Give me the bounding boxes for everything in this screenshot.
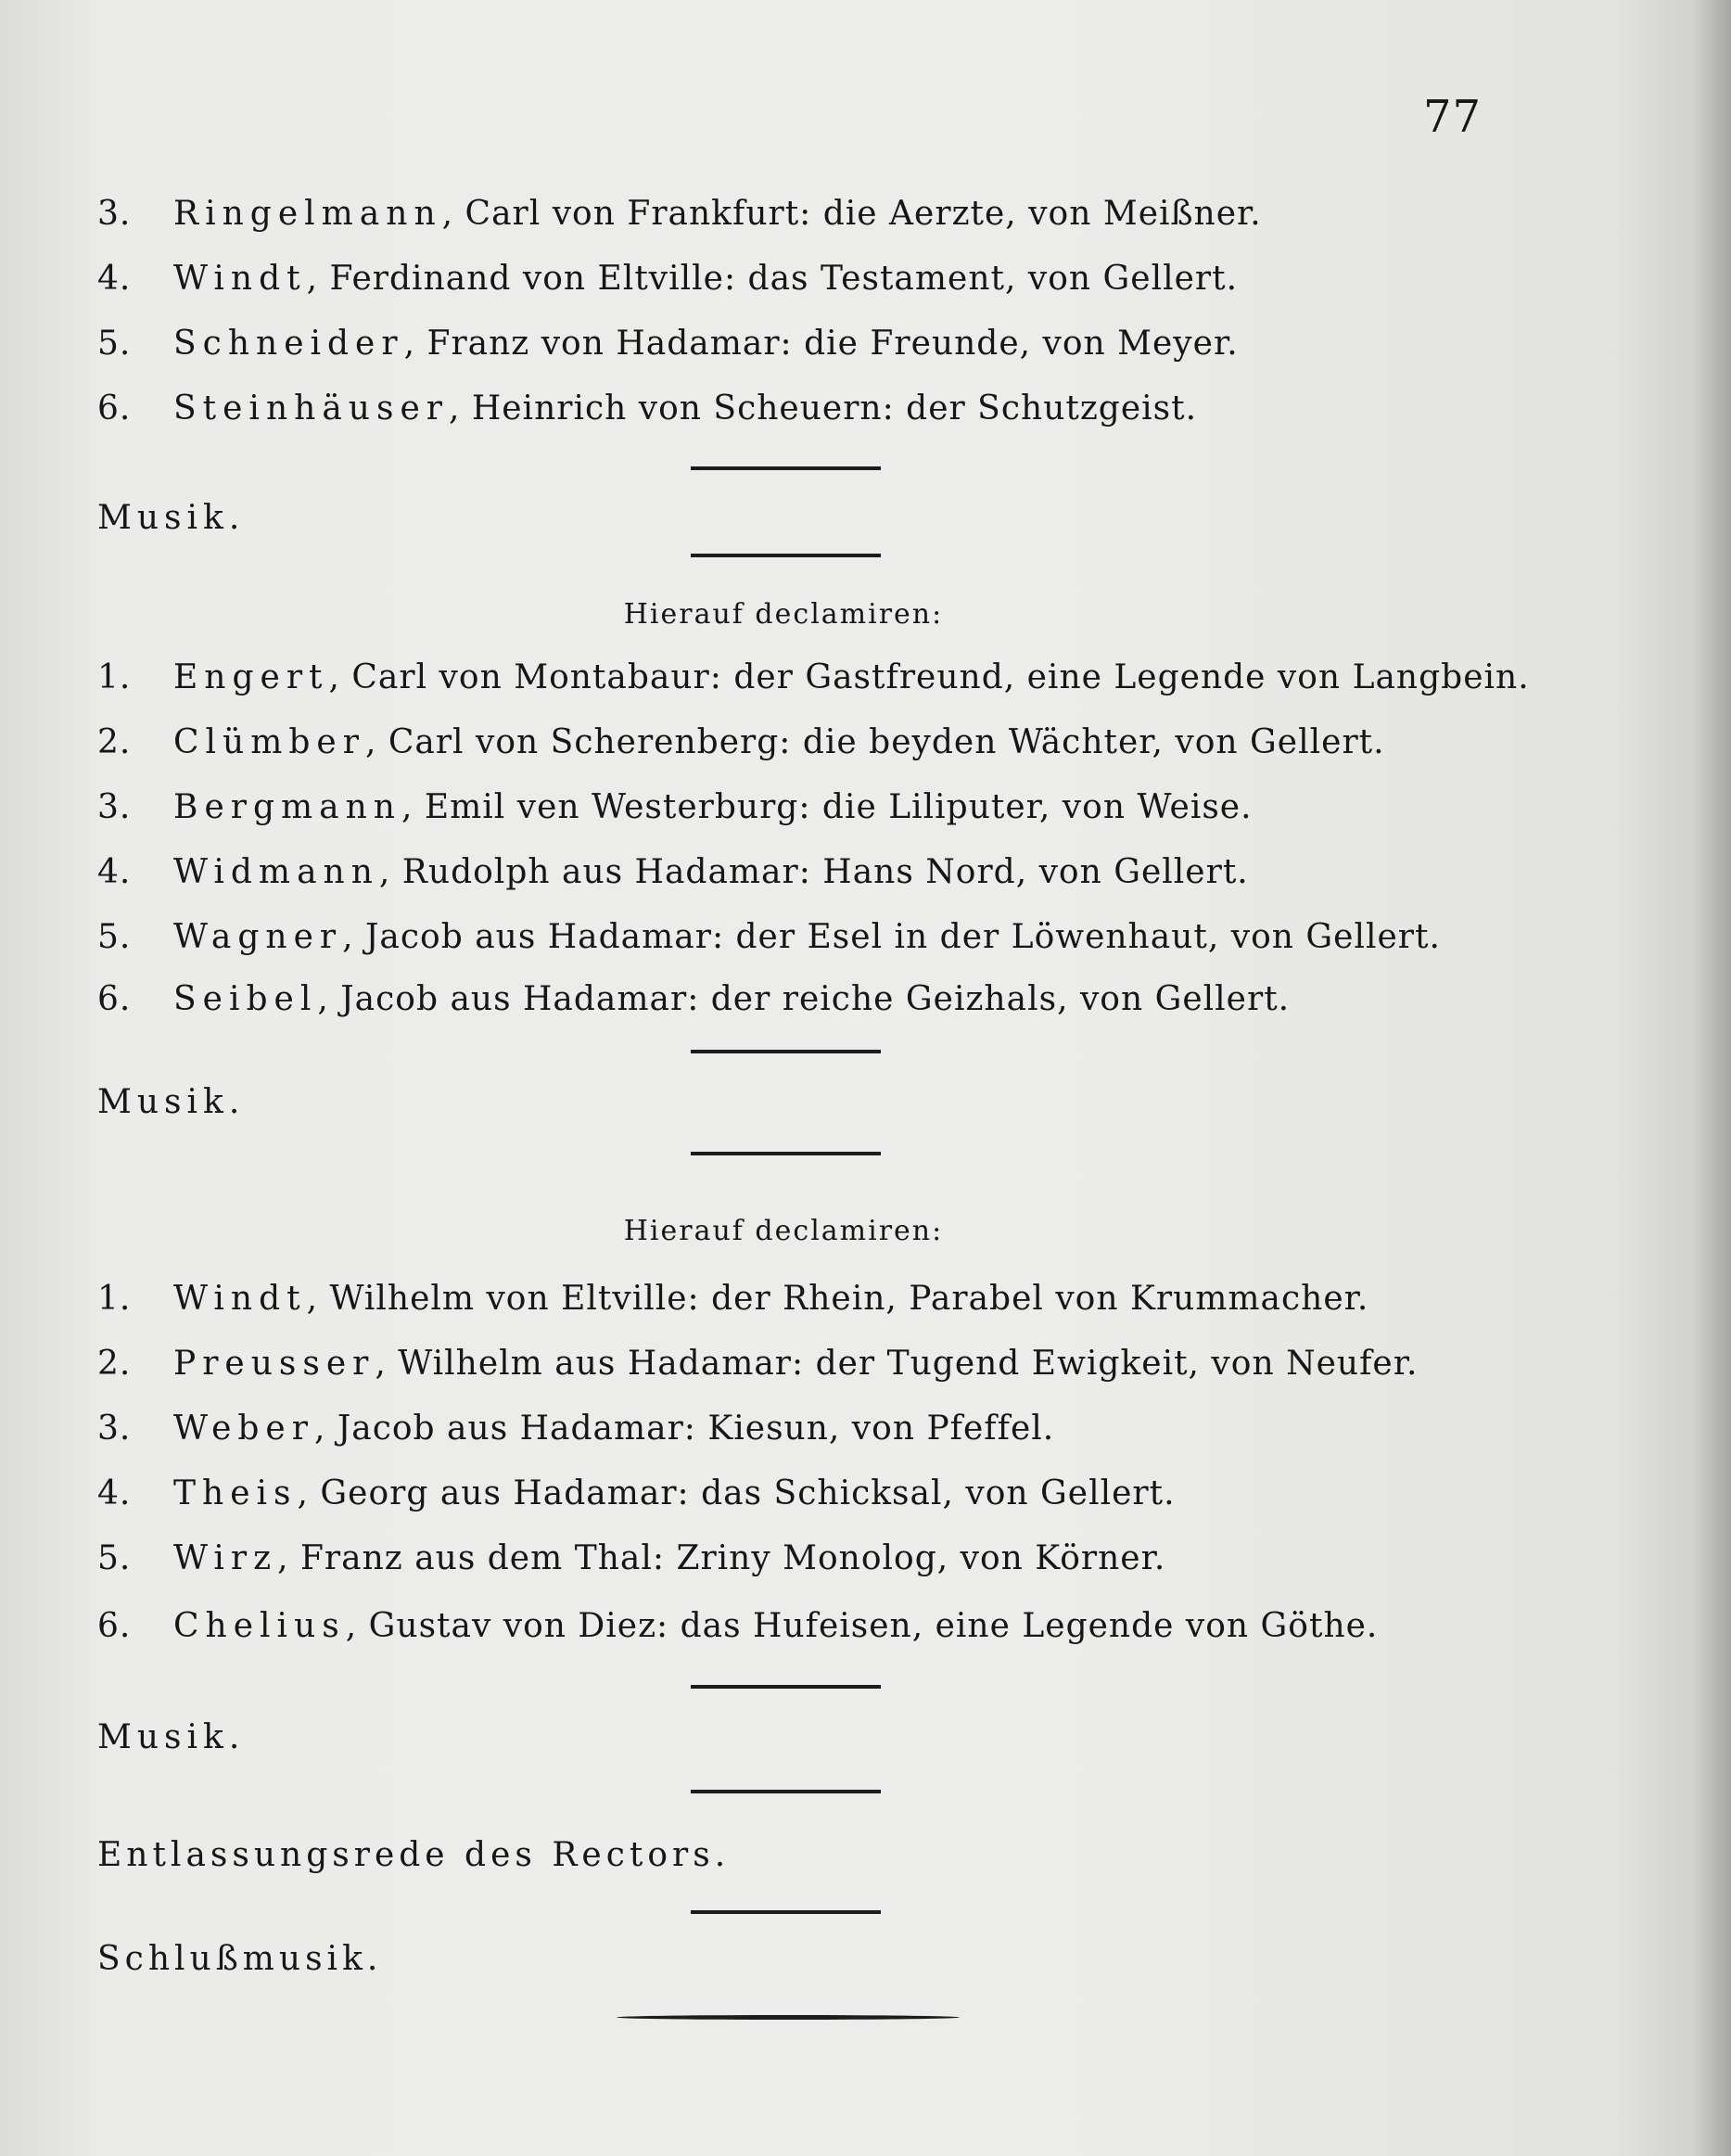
entry-s2-3 xyxy=(97,788,1253,826)
entry-number: 5. xyxy=(97,918,132,956)
entry-s2-6 xyxy=(97,980,1290,1018)
entry-text: , Jacob aus Hadamar: der reiche Geizhals, von Gellert. xyxy=(317,980,1291,1018)
divider-rule xyxy=(691,1790,881,1793)
entry-text: , Emil ven Westerburg: die Liliputer, von Weise. xyxy=(401,788,1253,826)
entry-text: , Ferdinand von Eltville: das Testament, von Gellert. xyxy=(306,260,1239,298)
section-heading: Hierauf declamiren: xyxy=(623,598,944,631)
entry-name: Widmann xyxy=(173,853,379,891)
entry-number: 4. xyxy=(97,260,132,298)
entry-text: , Jacob aus Hadamar: der Esel in der Löwenhaut, von Gellert. xyxy=(342,918,1441,956)
entry-name: Theis xyxy=(173,1474,298,1512)
entry-name: Clümber xyxy=(173,723,365,761)
entry-name: Bergmann xyxy=(173,788,401,826)
closing-speech: Entlassungsrede des Rectors. xyxy=(97,1836,731,1874)
entry-name: Steinhäuser xyxy=(173,389,449,427)
entry-s1-6 xyxy=(97,389,1197,427)
entry-s3-2 xyxy=(97,1345,1418,1383)
entry-name: Seibel xyxy=(173,980,318,1018)
entry-number: 5. xyxy=(97,1539,132,1577)
divider-rule xyxy=(691,554,881,557)
entry-text: , Rudolph aus Hadamar: Hans Nord, von Gellert. xyxy=(378,853,1249,891)
entry-s2-2 xyxy=(97,723,1385,761)
entry-name: Windt xyxy=(173,260,307,298)
entry-s1-3 xyxy=(97,195,1262,233)
entry-s3-6 xyxy=(97,1607,1378,1645)
entry-s3-1 xyxy=(97,1280,1368,1318)
entry-number: 3. xyxy=(97,1410,132,1448)
entry-s1-5 xyxy=(97,325,1239,363)
section-heading: Hierauf declamiren: xyxy=(623,1215,944,1247)
page-number: 77 xyxy=(1423,91,1483,143)
entry-number: 4. xyxy=(97,1474,132,1512)
entry-name: Chelius xyxy=(173,1607,346,1645)
entry-text: , Gustav von Diez: das Hufeisen, eine Legende von Göthe. xyxy=(345,1607,1379,1645)
entry-text: , Georg aus Hadamar: das Schicksal, von Gellert. xyxy=(297,1474,1176,1512)
entry-name: Ringelmann xyxy=(173,195,442,233)
final-music: Schlußmusik. xyxy=(97,1940,383,1978)
entry-text: , Carl von Scherenberg: die beyden Wächter, von Gellert. xyxy=(364,723,1385,761)
entry-name: Weber xyxy=(173,1410,314,1448)
entry-number: 1. xyxy=(97,658,132,696)
entry-s2-4 xyxy=(97,853,1249,891)
entry-name: Wirz xyxy=(173,1539,278,1577)
entry-name: Wagner xyxy=(173,918,343,956)
entry-name: Preusser xyxy=(173,1345,375,1383)
page-edge-shadow xyxy=(1694,0,1731,2156)
entry-text: , Jacob aus Hadamar: Kiesun, von Pfeffel. xyxy=(313,1410,1055,1448)
divider-rule xyxy=(691,1685,881,1689)
entry-s2-5 xyxy=(97,918,1441,956)
entry-name: Schneider xyxy=(173,325,404,363)
entry-text: , Franz von Hadamar: die Freunde, von Meyer. xyxy=(403,325,1239,363)
divider-rule xyxy=(691,1152,881,1155)
closing-rule xyxy=(617,2015,960,2020)
divider-rule xyxy=(691,1910,881,1914)
entry-name: Windt xyxy=(173,1280,307,1318)
entry-text: , Franz aus dem Thal: Zriny Monolog, von Körner. xyxy=(277,1539,1166,1577)
entry-number: 4. xyxy=(97,853,132,891)
entry-text: , Carl von Frankfurt: die Aerzte, von Meißner. xyxy=(441,195,1262,233)
entry-text: , Heinrich von Scheuern: der Schutzgeist. xyxy=(448,389,1198,427)
entry-s2-1 xyxy=(97,658,1530,696)
musik-label: Musik. xyxy=(97,1718,246,1756)
entry-s3-3 xyxy=(97,1410,1054,1448)
entry-text: , Wilhelm aus Hadamar: der Tugend Ewigkeit, von Neufer. xyxy=(375,1345,1419,1383)
entry-s3-5 xyxy=(97,1539,1165,1577)
entry-number: 2. xyxy=(97,723,132,761)
entry-number: 6. xyxy=(97,980,132,1018)
divider-rule xyxy=(691,1050,881,1053)
entry-name: Engert xyxy=(173,658,329,696)
musik-label: Musik. xyxy=(97,499,246,537)
entry-number: 6. xyxy=(97,1607,132,1645)
divider-rule xyxy=(691,466,881,470)
musik-label: Musik. xyxy=(97,1083,246,1121)
entry-s1-4 xyxy=(97,260,1238,298)
entry-number: 5. xyxy=(97,325,132,363)
entry-number: 1. xyxy=(97,1280,132,1318)
entry-number: 6. xyxy=(97,389,132,427)
entry-number: 2. xyxy=(97,1345,132,1383)
entry-s3-4 xyxy=(97,1474,1176,1512)
entry-text: , Wilhelm von Eltville: der Rhein, Parabel von Krummacher. xyxy=(306,1280,1369,1318)
entry-text: , Carl von Montabaur: der Gastfreund, eine Legende von Langbein. xyxy=(328,658,1530,696)
entry-number: 3. xyxy=(97,788,132,826)
entry-number: 3. xyxy=(97,195,132,233)
